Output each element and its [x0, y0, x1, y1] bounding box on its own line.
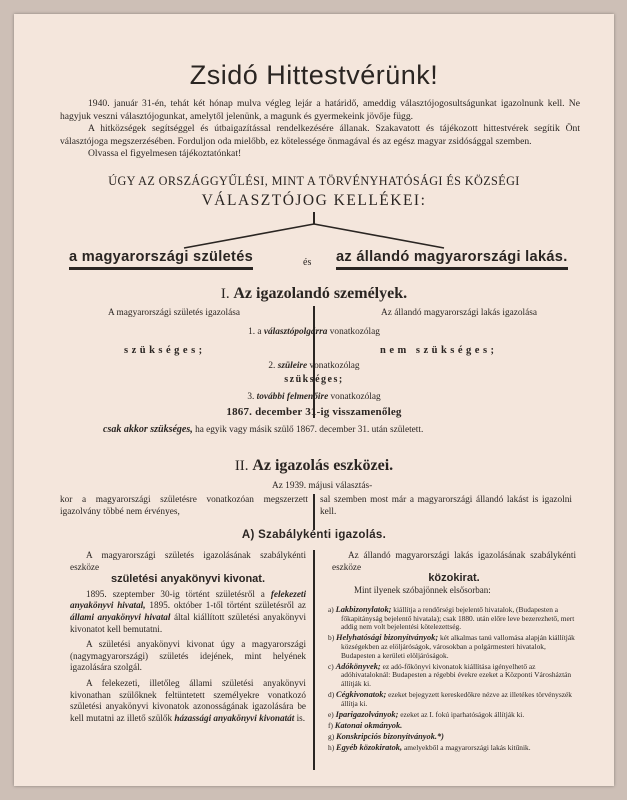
item-1-suffix: vonatkozólag: [329, 327, 380, 337]
document-list-item: [328, 634, 576, 660]
section-2-intro-right: sal szemben most már a magyarországi állandó lakást is igazolni kell.: [320, 495, 572, 517]
item-3-suffix: vonatkozólag: [330, 392, 381, 402]
list-item-letter: b): [328, 633, 337, 643]
section-2-heading: [14, 457, 614, 475]
item-3-condition-text: ha egyik vagy másik szülő 1867. december 31. után született.: [195, 425, 424, 435]
heading-caps-2: VÁLASZTÓJOG KELLÉKEI:: [201, 192, 427, 209]
left-intro: A magyarországi születés igazolásának szabálykénti eszköze: [70, 550, 306, 572]
item-2-suffix: vonatkozólag: [309, 361, 360, 371]
list-item-title: Adókönyvek;: [335, 661, 381, 671]
document-list-item: [328, 733, 576, 742]
section-1-right-header: Az állandó magyarországi lakás igazolása: [381, 308, 537, 318]
section-2-title: Az igazolás eszközei.: [252, 457, 394, 474]
heading-caps-1: ÚGY AZ ORSZÁGGYŰLÉSI, MINT A TÖRVÉNYHATÓSÁGI ÉS KÖZSÉGI: [108, 174, 520, 188]
left-paragraph-3: [70, 678, 306, 724]
section-1-item-1: [14, 327, 614, 339]
left-p3-b: is.: [296, 712, 306, 723]
list-item-text: amelyekből a magyarországi lakás kitűnik.: [402, 743, 531, 753]
item-1-right-not-needed: nem szükséges;: [380, 345, 498, 356]
requirement-and: és: [303, 257, 312, 268]
item-1-prefix: 1. a: [248, 327, 262, 337]
right-intro: Az állandó magyarországi lakás igazolásának szabálykénti eszköze: [332, 550, 576, 572]
intro-paragraph-3: Olvassa el figyelmesen tájékoztatónkat!: [88, 148, 242, 160]
section-1-heading: [14, 285, 614, 303]
section-1-title: Az igazolandó személyek.: [233, 285, 408, 302]
item-2-prefix: 2.: [268, 361, 276, 371]
left-document: születési anyakönyvi kivonat.: [110, 573, 266, 586]
list-item-text: ezeket bejegyzett kereskedőkre nézve az illetékes törvényszék állítja ki.: [341, 690, 572, 708]
section-1-item-3: [14, 392, 614, 404]
item-2-subject: szüleire: [277, 361, 308, 371]
list-item-letter: g): [328, 732, 337, 742]
list-item-title: Helyhatósági bizonyítványok;: [336, 633, 439, 643]
list-item-text: ezeket az I. fokú iparhatóságok állítják ki.: [398, 709, 525, 719]
item-3-condition-emphasis: csak akkor szükséges,: [103, 424, 193, 435]
section-2-intro-left: kor a magyarországi születésre vonatkozóan megszerzett igazolvány többé nem érvényes,: [60, 495, 308, 517]
intro-paragraph-2: A hitközségek segítséggel és útbaigazítással rendelkezésére állanak. Szakavatott és tájékozott hittestvérek segítik Önt választójoga megszerzésében. Forduljon oda mielőbb, ez kötelessége önmagával és az egész magyar zsidósággal szemben.: [60, 123, 580, 147]
document-list-item: [328, 722, 576, 731]
section-1-left-header: A magyarországi születés igazolása: [108, 308, 240, 318]
list-item-text: ez adó-főkönyvi kivonatok kiállítása igényelhető az adóhivataloknál: Budapesten a régebbi évekre ezeket a Központi Városháztán állítják ki.: [341, 661, 572, 688]
left-column: [70, 550, 306, 724]
left-p1-b: 1895. október 1-től történt születésről az: [149, 600, 306, 611]
requirements-bracket: [14, 14, 614, 274]
right-list: [328, 606, 576, 756]
list-item-title: Iparigazolványok;: [335, 709, 399, 719]
right-column: [332, 550, 576, 596]
document-list-item: [328, 711, 576, 720]
list-item-letter: c): [328, 661, 336, 671]
item-3-subject: további felmenőire: [256, 392, 329, 402]
left-p1-c: által kiállított születési anyakönyvi kivonatot kell bemutatni.: [70, 611, 307, 634]
document-page: [14, 14, 614, 786]
item-3-condition: [103, 424, 423, 437]
list-item-title: Konskripciós bizonyítványok.*): [336, 732, 444, 742]
list-item-letter: f): [328, 721, 335, 731]
section-2-intro-center: Az 1939. májusi választás-: [272, 481, 373, 491]
requirement-birth: a magyarországi születés: [69, 249, 253, 270]
left-paragraph-2: A születési anyakönyvi kivonat úgy a magyarországi (nagymagyarországi) születés idejének, mint helyének igazolására szolgál.: [70, 639, 306, 673]
item-1-left-needed: szükséges;: [124, 345, 206, 356]
item-3-prefix: 3.: [247, 392, 255, 402]
right-document: közokirat.: [428, 572, 480, 585]
left-p1-a: 1895. szeptember 30-ig történt születésről a: [86, 588, 265, 599]
right-list-intro: Mint ilyenek szóbajönnek elsősorban:: [354, 584, 491, 595]
list-item-text: két alkalmas tanú vallomása alapján kiállítják községekben az elöljáróságok, városokban a polgármesteri hivatalok, Budapesten a kerületi elöljáróságok.: [341, 633, 575, 660]
document-list-item: [328, 606, 576, 632]
left-paragraph-1: [70, 589, 306, 635]
list-item-letter: a): [328, 605, 336, 614]
item-2-needed: szükséges;: [284, 374, 344, 385]
left-p1-em1: felekezeti anyakönyvi hivatal,: [70, 588, 307, 611]
list-item-text: kiállítja a rendőrségi bejelentő hivatalok, (Budapesten a főkapitányság bejelentő hivatala); csak 1880. után előre leve bezerezhető, mert addig nem volt bejelentési kötelezettség.: [341, 605, 575, 632]
list-item-letter: e): [328, 709, 336, 719]
section-2-numeral: II.: [234, 458, 249, 474]
list-item-title: Egyéb közokiratok,: [336, 743, 403, 753]
page-title: Zsidó Hittestvérünk!: [189, 60, 439, 90]
section-2-divider: [313, 550, 315, 770]
item-1-subject: választópolgárra: [263, 327, 328, 337]
section-1-numeral: I.: [220, 286, 230, 302]
requirement-residence: az állandó magyarországi lakás.: [336, 249, 568, 270]
left-p1-em2: állami anyakönyvi hivatal: [70, 611, 171, 622]
document-list-item: [328, 663, 576, 689]
subsection-a-heading: A) Szabálykénti igazolás.: [241, 529, 387, 541]
left-p3-em: házassági anyakönyvi kivonatát: [174, 712, 295, 723]
list-item-letter: h): [328, 743, 337, 753]
section-1-item-2: [14, 361, 614, 373]
list-item-title: Lakbizonylatok;: [335, 605, 392, 614]
document-list-item: [328, 744, 576, 753]
list-item-title: Katonai okmányok.: [334, 721, 403, 731]
left-p3-a: A felekezeti, illetőleg állami születési anyakönyvi kivonathan szülőknek feltüntetett személyekre vonatkozó születési anyakönyvi kivonatok azonosságának igazolására be kell mutatni az illető szülők: [70, 677, 306, 723]
section-2-intro-divider: [313, 494, 315, 530]
document-list-item: [328, 691, 576, 708]
item-3-date: 1867. december 31-ig visszamenőleg: [226, 406, 402, 418]
list-item-letter: d): [328, 690, 337, 700]
intro-paragraph-1: 1940. január 31-én, tehát két hónap mulva végleg lejár a határidő, ameddig választójogosultságunkat igazolnunk kell. Ne hagyjuk veszni választójogunkat, amelytől jelenünk, a magunk és gyermekeink jövője függ.: [60, 98, 580, 122]
list-item-title: Cégkivonatok;: [336, 690, 387, 700]
